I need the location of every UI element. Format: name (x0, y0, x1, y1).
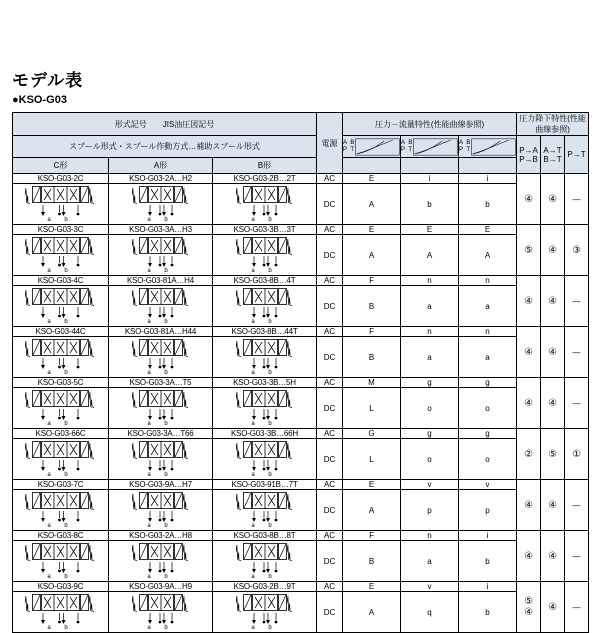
symbol-a: a b (109, 184, 213, 225)
table-row-names (13, 480, 589, 490)
flow-b-1: E (401, 225, 459, 235)
drop-pt: — (565, 480, 589, 531)
power-dc: DC (317, 592, 343, 633)
flow-b-1: v (401, 480, 459, 490)
drop-pa-pb: ④ (517, 174, 541, 225)
flow-b-2: b (401, 184, 459, 225)
drop-pt: — (565, 582, 589, 633)
flow-c-1: v (459, 480, 517, 490)
flow-c-2: b (459, 541, 517, 582)
header-flow-curve-3: A B P T (459, 136, 517, 158)
symbol-b: a b (213, 490, 317, 531)
table-row-symbols (13, 541, 589, 582)
drop-pa-pb: ④ (517, 276, 541, 327)
table-row-names (13, 429, 589, 439)
drop-at-bt: ④ (541, 225, 565, 276)
power-dc: DC (317, 439, 343, 480)
table-row-names (13, 225, 589, 235)
flow-c-1: g (459, 378, 517, 388)
flow-a-1: E (343, 225, 401, 235)
flow-c-2: b (459, 592, 517, 633)
symbol-a: a b (109, 235, 213, 276)
symbol-b: a b (213, 235, 317, 276)
table-row-names (13, 327, 589, 337)
table-row-names (13, 174, 589, 184)
symbol-c: a b (13, 439, 109, 480)
symbol-c: a b (13, 337, 109, 378)
model-name-c: KSO-G03-4C (13, 276, 109, 286)
drop-at-bt: ⑤ (541, 429, 565, 480)
model-name-b: KSO-G03-8B…8T (213, 531, 317, 541)
model-name-c: KSO-G03-44C (13, 327, 109, 337)
flow-b-2: a (401, 337, 459, 378)
model-name-b: KSO-G03-3B…66H (213, 429, 317, 439)
flow-b-1: n (401, 327, 459, 337)
model-name-b: KSO-G03-2B…9T (213, 582, 317, 592)
model-name-a: KSO-G03-9A…H7 (109, 480, 213, 490)
flow-a-2: L (343, 388, 401, 429)
symbol-c: a b (13, 490, 109, 531)
drop-pt: — (565, 327, 589, 378)
header-flow-sub-2 (401, 158, 459, 174)
header-symbol-group: 形式記号 JIS油圧図記号 (13, 113, 317, 136)
symbol-a: a b (109, 286, 213, 327)
model-name-b: KSO-G03-91B…7T (213, 480, 317, 490)
flow-a-2: B (343, 541, 401, 582)
flow-a-1: E (343, 480, 401, 490)
symbol-a: a b (109, 490, 213, 531)
flow-c-1: n (459, 327, 517, 337)
model-name-a: KSO-G03-81A…H4 (109, 276, 213, 286)
drop-pa-pb: ⑤ (517, 225, 541, 276)
model-name-a: KSO-G03-3A…T66 (109, 429, 213, 439)
model-name-a: KSO-G03-3A…T5 (109, 378, 213, 388)
flow-c-1: n (459, 276, 517, 286)
drop-at-bt: ④ (541, 480, 565, 531)
table-row-names (13, 276, 589, 286)
flow-a-1: M (343, 378, 401, 388)
drop-pt: ① (565, 429, 589, 480)
flow-b-1: g (401, 429, 459, 439)
flow-c-2: a (459, 337, 517, 378)
drop-pa-pb: ④ (517, 327, 541, 378)
power-ac: AC (317, 531, 343, 541)
flow-a-2: A (343, 184, 401, 225)
power-ac: AC (317, 480, 343, 490)
flow-b-2: a (401, 286, 459, 327)
model-name-c: KSO-G03-5C (13, 378, 109, 388)
power-ac: AC (317, 327, 343, 337)
symbol-b: a b (213, 541, 317, 582)
power-dc: DC (317, 235, 343, 276)
model-name-c: KSO-G03-8C (13, 531, 109, 541)
table-header-row-2 (13, 136, 589, 158)
header-flow-curve-1: A B P T (343, 136, 401, 158)
drop-at-bt: ④ (541, 174, 565, 225)
header-drop-pa-pb: P→A P→B (517, 136, 541, 174)
table-row-symbols (13, 235, 589, 276)
symbol-b: a b (213, 592, 317, 633)
flow-a-1: G (343, 429, 401, 439)
page-title: モデル表 (12, 71, 84, 90)
drop-pt: ③ (565, 225, 589, 276)
flow-a-2: A (343, 592, 401, 633)
symbol-b: a b (213, 184, 317, 225)
symbol-c: a b (13, 541, 109, 582)
header-spool-group: スプール形式・スプール作動方式…補助スプール形式 (13, 136, 317, 158)
table-row-symbols (13, 490, 589, 531)
flow-b-1: i (401, 174, 459, 184)
symbol-a: a b (109, 439, 213, 480)
table-row-symbols (13, 592, 589, 633)
header-flow-sub-3 (459, 158, 517, 174)
drop-pa-pb: ② (517, 429, 541, 480)
drop-at-bt: ④ (541, 378, 565, 429)
model-name-a: KSO-G03-3A…H3 (109, 225, 213, 235)
drop-pa-pb: ④ (517, 378, 541, 429)
table-row-symbols (13, 184, 589, 225)
symbol-a: a b (109, 337, 213, 378)
power-dc: DC (317, 541, 343, 582)
model-name-b: KSO-G03-8B…44T (213, 327, 317, 337)
flow-a-1: E (343, 582, 401, 592)
table-row-names (13, 378, 589, 388)
flow-a-1: F (343, 276, 401, 286)
table-header-row-3 (13, 158, 589, 174)
header-flow-sub-1 (343, 158, 401, 174)
header-col-b: B形 (213, 158, 317, 174)
drop-pt: — (565, 531, 589, 582)
power-ac: AC (317, 582, 343, 592)
flow-c-2: a (459, 286, 517, 327)
drop-at-bt: ④ (541, 276, 565, 327)
symbol-a: a b (109, 541, 213, 582)
flow-a-1: F (343, 327, 401, 337)
flow-b-2: o (401, 388, 459, 429)
drop-pa-pb: ④ (517, 480, 541, 531)
symbol-b: a b (213, 337, 317, 378)
symbol-b: a b (213, 286, 317, 327)
flow-b-2: q (401, 592, 459, 633)
model-series-label: ●KSO-G03 (12, 94, 67, 106)
header-col-a: A形 (109, 158, 213, 174)
table-row-symbols (13, 388, 589, 429)
drop-pt: — (565, 174, 589, 225)
table-row-symbols (13, 439, 589, 480)
header-drop-group: 圧力降下特性(性能曲線参照) (517, 113, 589, 136)
header-drop-pt: P→T (565, 136, 589, 174)
flow-c-1: i (459, 531, 517, 541)
model-name-c: KSO-G03-9C (13, 582, 109, 592)
symbol-b: a b (213, 439, 317, 480)
model-name-c: KSO-G03-7C (13, 480, 109, 490)
model-name-c: KSO-G03-3C (13, 225, 109, 235)
flow-c-2: A (459, 235, 517, 276)
symbol-c: a b (13, 235, 109, 276)
power-ac: AC (317, 378, 343, 388)
flow-a-2: B (343, 286, 401, 327)
power-ac: AC (317, 174, 343, 184)
header-drop-at-bt: A→T B→T (541, 136, 565, 174)
drop-at-bt: ④ (541, 531, 565, 582)
flow-a-1: F (343, 531, 401, 541)
header-flow-group: 圧力－流量特性(性能曲線参照) (343, 113, 517, 136)
header-col-c: C形 (13, 158, 109, 174)
flow-b-1: n (401, 276, 459, 286)
table-header-row-1 (13, 113, 589, 136)
flow-c-1: i (459, 174, 517, 184)
flow-b-1: n (401, 531, 459, 541)
drop-pa-pb: ④ (517, 531, 541, 582)
table-row-names (13, 582, 589, 592)
drop-pt: — (565, 378, 589, 429)
symbol-c: a b (13, 286, 109, 327)
flow-c-2: o (459, 439, 517, 480)
header-power: 電源 (317, 113, 343, 174)
model-name-b: KSO-G03-8B…4T (213, 276, 317, 286)
model-name-b: KSO-G03-3B…5H (213, 378, 317, 388)
model-table (12, 112, 589, 633)
model-name-a: KSO-G03-9A…H9 (109, 582, 213, 592)
model-name-a: KSO-G03-2A…H2 (109, 174, 213, 184)
flow-b-2: o (401, 439, 459, 480)
flow-a-2: B (343, 337, 401, 378)
table-row-symbols (13, 337, 589, 378)
header-flow-curve-2: A B P T (401, 136, 459, 158)
model-name-b: KSO-G03-3B…3T (213, 225, 317, 235)
flow-c-1: g (459, 429, 517, 439)
power-dc: DC (317, 286, 343, 327)
flow-b-1: v (401, 582, 459, 592)
model-name-c: KSO-G03-66C (13, 429, 109, 439)
model-name-b: KSO-G03-2B…2T (213, 174, 317, 184)
symbol-a: a b (109, 592, 213, 633)
model-name-a: KSO-G03-81A…H44 (109, 327, 213, 337)
drop-at-bt: ④ (541, 582, 565, 633)
symbol-c: a b (13, 592, 109, 633)
flow-c-2: p (459, 490, 517, 531)
symbol-b: a b (213, 388, 317, 429)
symbol-a: a b (109, 388, 213, 429)
power-dc: DC (317, 184, 343, 225)
power-dc: DC (317, 490, 343, 531)
table-row-names (13, 531, 589, 541)
flow-a-2: L (343, 439, 401, 480)
flow-b-2: A (401, 235, 459, 276)
flow-c-2: o (459, 388, 517, 429)
flow-a-2: A (343, 490, 401, 531)
flow-b-2: a (401, 541, 459, 582)
power-ac: AC (317, 276, 343, 286)
power-ac: AC (317, 429, 343, 439)
flow-c-1: E (459, 225, 517, 235)
drop-at-bt: ④ (541, 327, 565, 378)
table-row-symbols (13, 286, 589, 327)
flow-a-1: E (343, 174, 401, 184)
flow-b-2: p (401, 490, 459, 531)
flow-c-2: b (459, 184, 517, 225)
model-name-c: KSO-G03-2C (13, 174, 109, 184)
drop-pt: — (565, 276, 589, 327)
flow-c-1: i (459, 582, 517, 592)
flow-a-2: A (343, 235, 401, 276)
power-dc: DC (317, 337, 343, 378)
symbol-c: a b (13, 388, 109, 429)
symbol-c: a b (13, 184, 109, 225)
model-name-a: KSO-G03-2A…H8 (109, 531, 213, 541)
drop-pa-pb: ⑤ ④ (517, 582, 541, 633)
power-dc: DC (317, 388, 343, 429)
power-ac: AC (317, 225, 343, 235)
flow-b-1: g (401, 378, 459, 388)
